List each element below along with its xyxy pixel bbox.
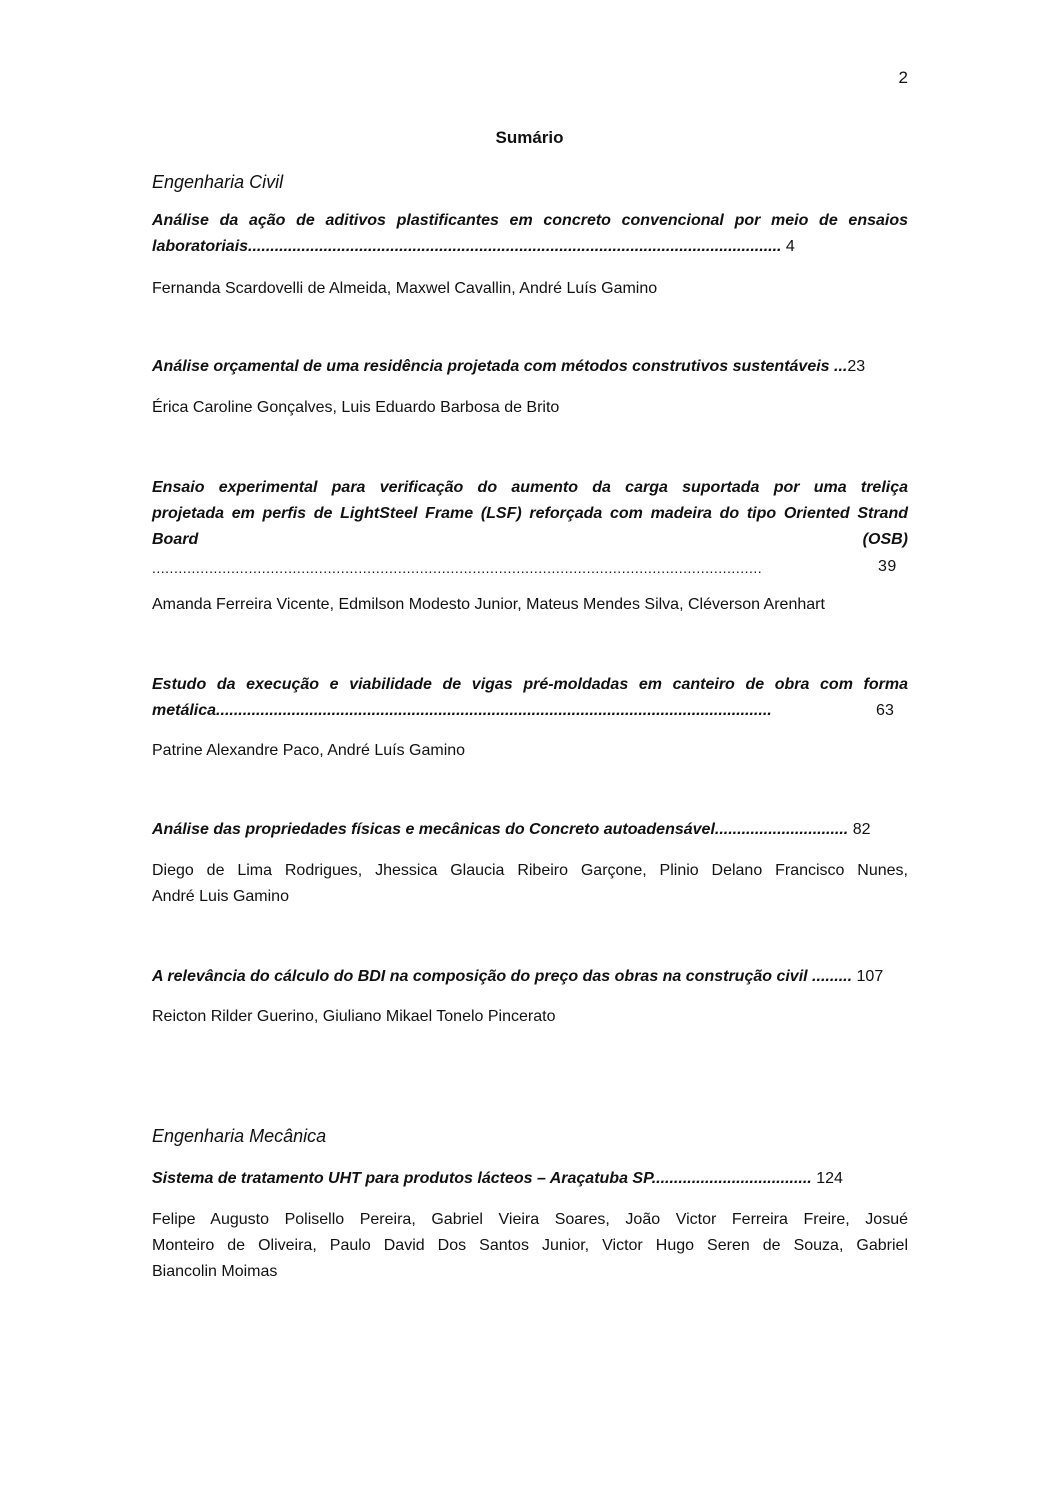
toc-entry-6-authors: Reicton Rilder Guerino, Giuliano Mikael Tonelo Pincerato xyxy=(152,1008,556,1025)
toc-entry-2-title: Análise orçamental de uma residência projetada com métodos construtivos sustentáveis xyxy=(152,358,830,375)
toc-entry-7-authors xyxy=(152,1207,908,1285)
toc-entry-7-authors-line1: Felipe Augusto Polisello Pereira, Gabriel Vieira Soares, João Victor Ferreira Freire, Josué xyxy=(152,1211,908,1228)
toc-entry-3-title-line1: Ensaio experimental para verificação do aumento da carga suportada por uma treliça xyxy=(152,479,908,496)
toc-entry-6-title: A relevância do cálculo do BDI na composição do preço das obras na construção civil xyxy=(152,968,808,985)
toc-entry-5-dots: .............................. xyxy=(714,821,849,838)
toc-entry-3-line3 xyxy=(152,527,908,553)
toc-entry-7[interactable] xyxy=(152,1166,908,1192)
toc-entry-3-title-line3-left: Board xyxy=(152,531,199,548)
toc-entry-1[interactable] xyxy=(152,208,908,260)
section-heading-mecanica: Engenharia Mecânica xyxy=(152,1126,327,1146)
toc-entry-7-page: 124 xyxy=(816,1170,843,1187)
toc-entry-4-dots: ............................................................................................................................. xyxy=(216,702,772,719)
toc-entry-6-dots: ......... xyxy=(812,968,853,985)
toc-entry-5-authors-line1: Diego de Lima Rodrigues, Jhessica Glaucia Ribeiro Garçone, Plinio Delano Francisco Nunes, xyxy=(152,862,908,879)
toc-entry-1-title-line2: laboratoriais xyxy=(152,238,249,255)
toc-entry-2[interactable] xyxy=(152,354,908,380)
toc-entry-3[interactable] xyxy=(152,475,908,553)
toc-entry-4-authors: Patrine Alexandre Paco, André Luís Gamino xyxy=(152,742,466,759)
toc-entry-4-title-line2: metálica xyxy=(152,702,217,719)
toc-entry-2-dots: ... xyxy=(834,358,848,375)
toc-entry-1-line2 xyxy=(152,234,908,260)
toc-entry-3-dots: ........................................................................................................................................... xyxy=(152,560,763,576)
page-number: 2 xyxy=(898,68,908,87)
page-title: Sumário xyxy=(495,128,564,147)
toc-entry-2-authors: Érica Caroline Gonçalves, Luis Eduardo Barbosa de Brito xyxy=(152,399,560,416)
toc-entry-6[interactable] xyxy=(152,964,908,990)
toc-entry-1-dots: ........................................................................................................................ xyxy=(248,238,782,255)
toc-entry-1-title-line1: Análise da ação de aditivos plastificantes em concreto convencional por meio de ensaios xyxy=(152,212,908,229)
toc-entry-3-title-line3-right: (OSB) xyxy=(862,531,908,548)
toc-entry-7-authors-line3: Biancolin Moimas xyxy=(152,1263,278,1280)
toc-entry-4-page: 63 xyxy=(876,702,894,719)
toc-entry-1-page: 4 xyxy=(785,238,795,255)
toc-entry-3-page: 39 xyxy=(878,558,897,575)
toc-entry-4-line2 xyxy=(152,698,908,724)
toc-entry-7-dots: .................................... xyxy=(651,1170,812,1187)
toc-entry-1-line1 xyxy=(152,208,908,234)
toc-entry-5[interactable] xyxy=(152,817,908,843)
toc-entry-3-authors: Amanda Ferreira Vicente, Edmilson Modesto Junior, Mateus Mendes Silva, Cléverson Arenhart xyxy=(152,596,825,613)
toc-entry-5-page: 82 xyxy=(852,821,871,838)
toc-entry-5-authors xyxy=(152,858,908,910)
toc-entry-4[interactable] xyxy=(152,672,908,724)
toc-entry-2-page: 23 xyxy=(847,358,866,375)
toc-entry-1-authors: Fernanda Scardovelli de Almeida, Maxwel Cavallin, André Luís Gamino xyxy=(152,280,658,297)
toc-entry-3-dots-line xyxy=(152,558,908,576)
toc-entry-6-page: 107 xyxy=(856,968,884,985)
toc-entry-7-title: Sistema de tratamento UHT para produtos lácteos – Araçatuba SP xyxy=(152,1170,652,1187)
toc-entry-3-title-line2: projetada em perfis de LightSteel Frame (LSF) reforçada com madeira do tipo Oriented Strand xyxy=(152,505,908,522)
toc-entry-5-title: Análise das propriedades físicas e mecânicas do Concreto autoadensável xyxy=(152,821,715,838)
toc-entry-5-authors-line2: André Luis Gamino xyxy=(152,888,289,905)
toc-entry-7-authors-line2: Monteiro de Oliveira, Paulo David Dos Santos Junior, Victor Hugo Seren de Souza, Gabriel xyxy=(152,1237,908,1254)
toc-entry-4-title-line1: Estudo da execução e viabilidade de vigas pré-moldadas em canteiro de obra com forma xyxy=(152,676,908,693)
section-heading-civil: Engenharia Civil xyxy=(152,172,284,192)
